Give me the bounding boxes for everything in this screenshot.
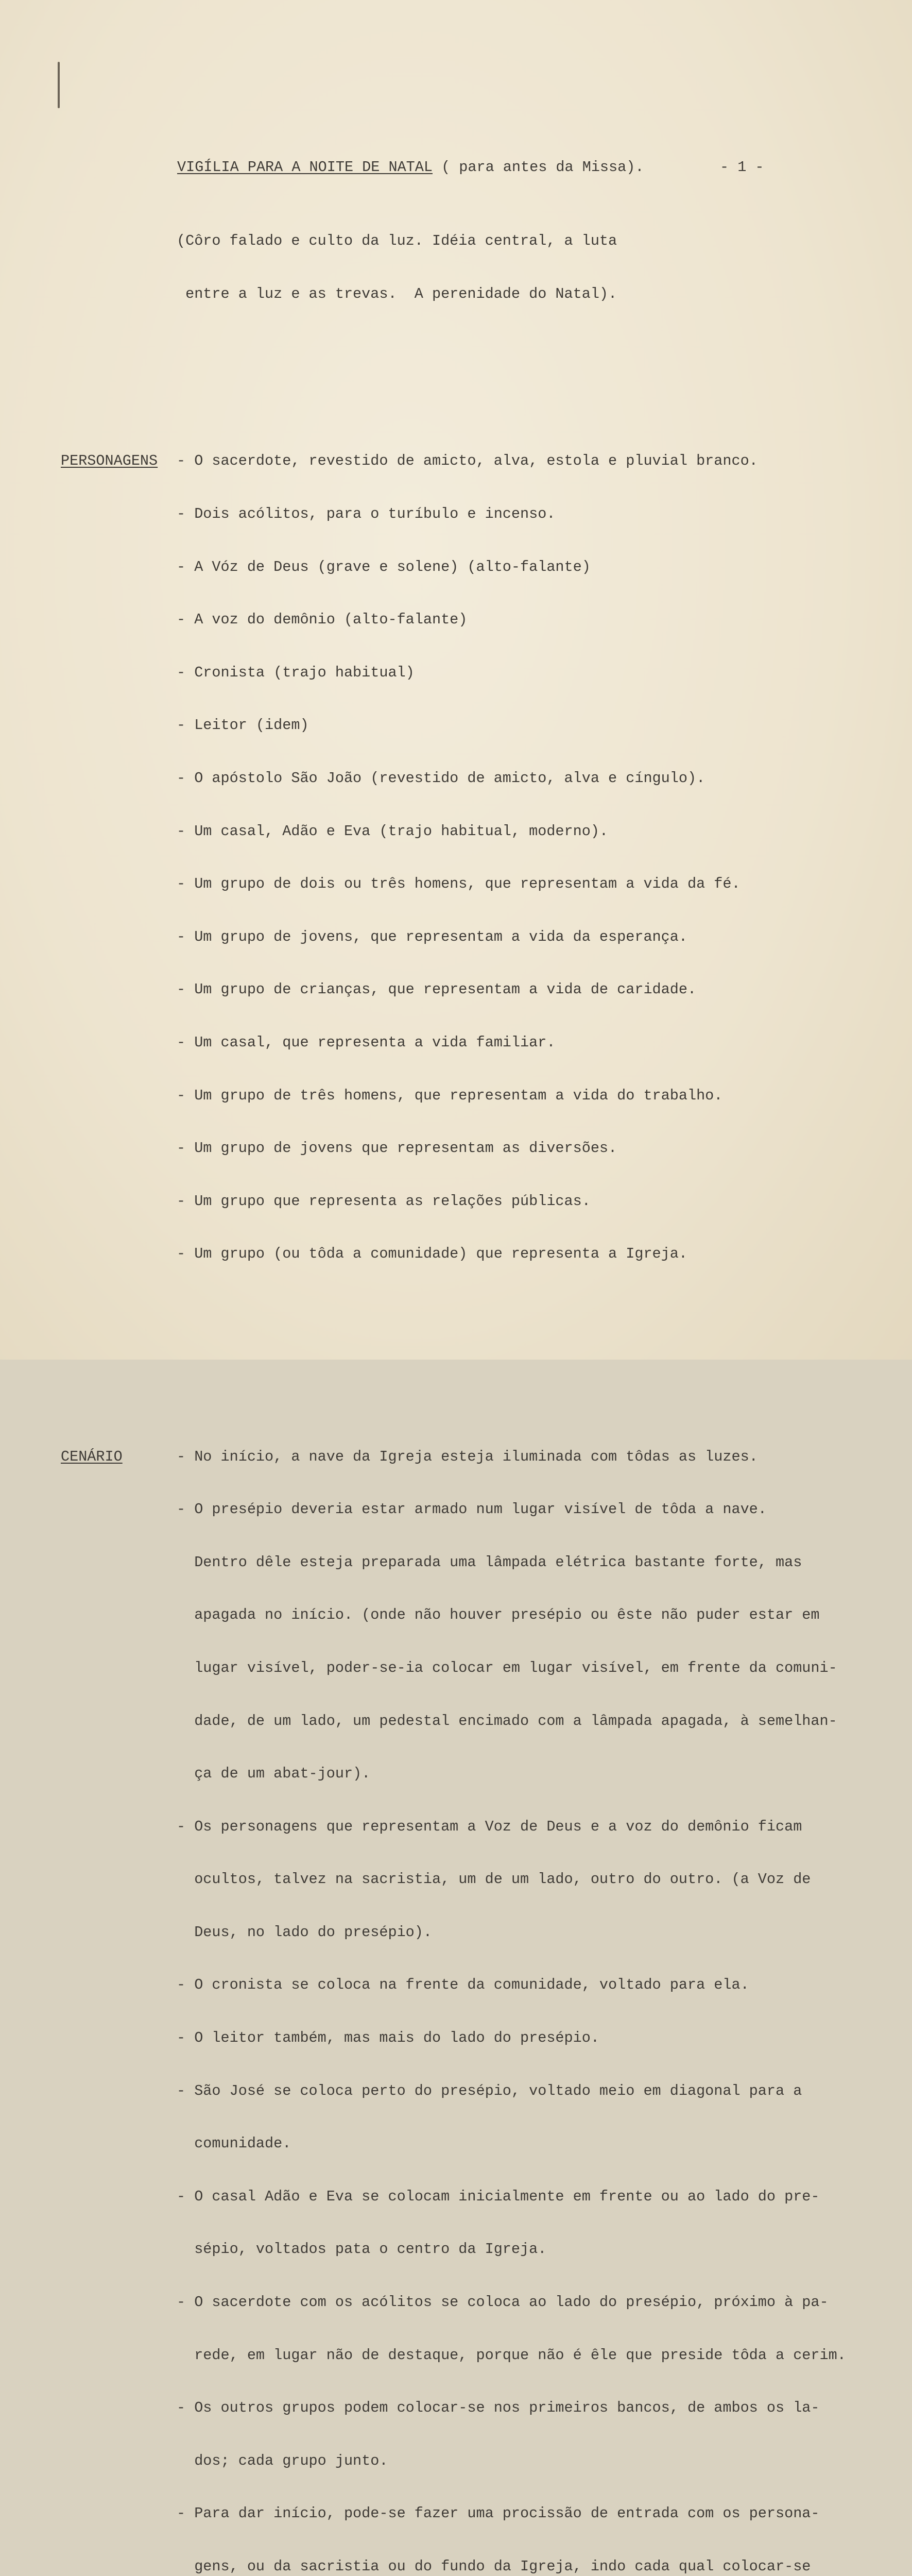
section-line: Dentro dêle esteja preparada uma lâmpada elétrica bastante forte, mas	[177, 1553, 802, 1571]
punch-hole-mark	[58, 62, 60, 108]
section-line: - Um casal, Adão e Eva (trajo habitual, moderno).	[177, 822, 609, 840]
document-body	[61, 124, 864, 2576]
section-line: dade, de um lado, um pedestal encimado com a lâmpada apagada, à semelhan-	[177, 1712, 837, 1730]
section-label: PERSONAGENS	[61, 452, 158, 470]
section-line: - Leitor (idem)	[177, 717, 309, 734]
section-line: lugar visível, poder-se-ia colocar em lugar visível, em frente da comuni-	[177, 1659, 837, 1676]
section-line: - O sacerdote com os acólitos se coloca ao lado do presépio, próximo à pa-	[177, 2294, 829, 2311]
document-title: VIGÍLIA PARA A NOITE DE NATAL	[177, 159, 433, 176]
section-line: - O presépio deveria estar armado num lugar visível de tôda a nave.	[177, 1501, 767, 1518]
section-line: Deus, no lado do presépio).	[177, 1923, 432, 1941]
section-line: apagada no início. (onde não houver presépio ou êste não puder estar em	[177, 1606, 820, 1624]
section-line: - Para dar início, pode-se fazer uma procissão de entrada com os persona-	[177, 2505, 820, 2522]
section-line: - A Vóz de Deus (grave e solene) (alto-falante)	[177, 558, 591, 575]
section-line: - O casal Adão e Eva se colocam inicialmente em frente ou ao lado do pre-	[177, 2188, 820, 2205]
section-cenario	[61, 1413, 864, 2576]
subtitle-line: entre a luz e as trevas. A perenidade do Natal).	[177, 285, 617, 302]
section-line: - Um grupo de dois ou três homens, que representam a vida da fé.	[177, 875, 741, 893]
section-line: dos; cada grupo junto.	[177, 2452, 388, 2469]
section-line: - Um grupo de jovens que representam as diversões.	[177, 1140, 617, 1157]
page-number: - 1 -	[720, 159, 764, 176]
section-line: - Um casal, que representa a vida familiar.	[177, 1033, 556, 1051]
section-line: - São José se coloca perto do presépio, voltado meio em diagonal para a	[177, 2082, 802, 2099]
section-line: - O leitor também, mas mais do lado do presépio.	[177, 2029, 599, 2047]
document-header	[61, 159, 864, 179]
section-line: CENÁRIO - No início, a nave da Igreja esteja iluminada com tôdas as luzes.	[61, 1448, 758, 1465]
section-line: - Dois acólitos, para o turíbulo e incenso.	[177, 505, 556, 523]
section-line: sépio, voltados pata o centro da Igreja.	[177, 2241, 547, 2258]
section-line: - Os outros grupos podem colocar-se nos primeiros bancos, de ambos os la-	[177, 2399, 820, 2417]
section-line: comunidade.	[177, 2135, 291, 2153]
section-line: - Um grupo que representa as relações públicas.	[177, 1192, 591, 1210]
section-line: - O apóstolo São João (revestido de amicto, alva e cíngulo).	[177, 769, 705, 787]
section-line: rede, em lugar não de destaque, porque não é êle que preside tôda a cerim.	[177, 2346, 846, 2364]
section-line: ocultos, talvez na sacristia, um de um lado, outro do outro. (a Voz de	[177, 1871, 811, 1888]
section-line: gens, ou da sacristia ou do fundo da Igreja, indo cada qual colocar-se	[177, 2558, 811, 2575]
section-line: ça de um abat-jour).	[177, 1765, 371, 1783]
section-line: - Um grupo de crianças, que representam a vida de caridade.	[177, 981, 697, 998]
section-line: - Um grupo de três homens, que representam a vida do trabalho.	[177, 1087, 723, 1104]
section-line: - Um grupo de jovens, que representam a vida da esperança.	[177, 928, 687, 945]
subtitle-line: (Côro falado e culto da luz. Idéia central, a luta	[177, 232, 617, 250]
section-line: - O cronista se coloca na frente da comunidade, voltado para ela.	[177, 1976, 749, 1994]
section-personagens	[61, 417, 864, 1298]
section-line: - Os personagens que representam a Voz de Deus e a voz do demônio ficam	[177, 1818, 802, 1835]
title-line	[177, 159, 644, 176]
section-line: - Cronista (trajo habitual)	[177, 664, 415, 681]
section-line: - A voz do demônio (alto-falante)	[177, 611, 468, 629]
section-label: CENÁRIO	[61, 1448, 123, 1465]
section-line: - Um grupo (ou tôda a comunidade) que representa a Igreja.	[177, 1245, 687, 1263]
section-line: PERSONAGENS - O sacerdote, revestido de amicto, alva, estola e pluvial branco.	[61, 452, 758, 470]
title-suffix: ( para antes da Missa).	[432, 159, 644, 176]
